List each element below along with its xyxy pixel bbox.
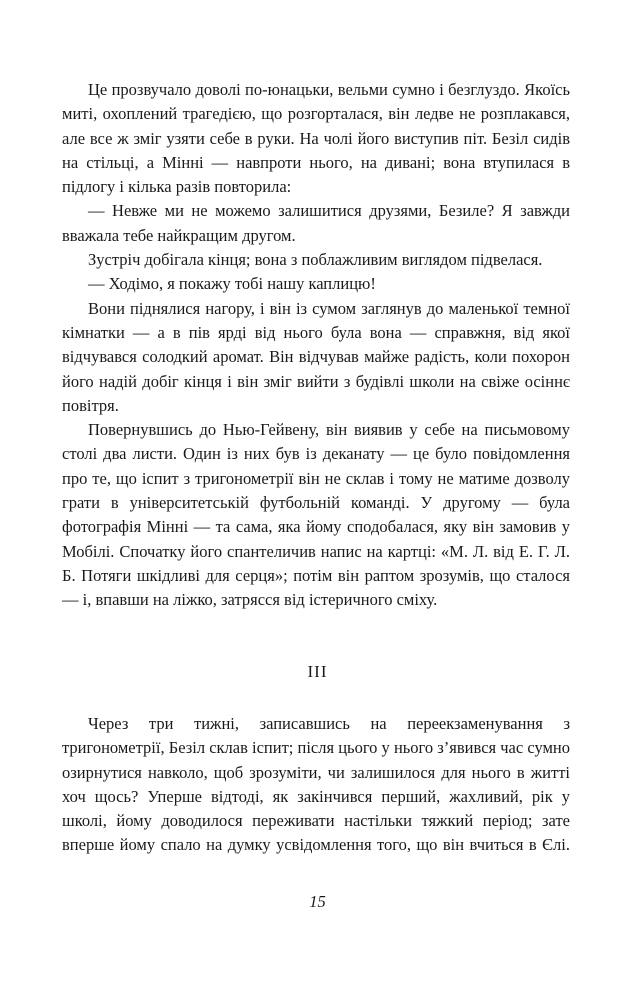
paragraph: Це прозвучало доволі по-юнацьки, вельми сумно і безглуздо. Якоїсь миті, охоплений трагедією, що розгорталася, він ледве не розплакався, але все ж зміг узяти себе в руки. На чолі його виступив піт. Безіл сидів на стільці, а Мінні — навпроти нього, на дивані; вона втупилася в підлогу і кілька разів повторила: (62, 80, 570, 197)
paragraph: Зустріч добігала кінця; вона з поблажливим виглядом підвелася. (88, 250, 543, 270)
page-number: 15 (309, 892, 326, 911)
chapter-heading: III (307, 662, 328, 681)
text-section-2 (62, 712, 570, 858)
paragraph: — Ходімо, я покажу тобі нашу каплицю! (88, 274, 376, 294)
paragraph: Через три тижні, записавшись на переекзаменування з тригонометрії, Безіл склав іспит; після цього у нього з’явився час сумно озирнутися навколо, щоб зрозуміти, чи залишилося для нього в житті хоч щось? Уперше відтоді, як закінчився перший, жахливий, рік у школі, йому доводилося переживати настільки тяжкий період; зате вперше йому спало на думку усвідомлення того, що він вчиться в Єлі. (62, 714, 570, 855)
paragraph: Повернувшись до Нью-Гейвену, він виявив у себе на письмовому столі два листи. Один із них був із деканату — це було повідомлення про те, що іспит з тригонометрії він не склав і тому не матиме дозволу грати в університетській футбольній команді. У другому — була фотографія Мінні — та сама, яка йому сподобалася, яку він замовив у Мобілі. Спочатку його спантеличив напис на картці: «М. Л. від Е. Г. Л. Б. Потяги шкідливі для серця»; потім він раптом зрозумів, що сталося — і, впавши на ліжко, затрясся від істеричного сміху. (62, 420, 570, 610)
paragraph: Вони піднялися нагору, і він із сумом заглянув до маленької темної кімнатки — а в пів ярді від нього була вона — справжня, від якої відчувався солодкий аромат. Він відчував майже радість, коли похорон його надій добіг кінця і він зміг вийти з будівлі школи на свіже осіннє повітря. (62, 298, 570, 415)
paragraph: — Невже ми не можемо залишитися друзями, Безиле? Я завжди вважала тебе найкращим другом. (62, 201, 570, 245)
text-section-1 (62, 78, 570, 613)
